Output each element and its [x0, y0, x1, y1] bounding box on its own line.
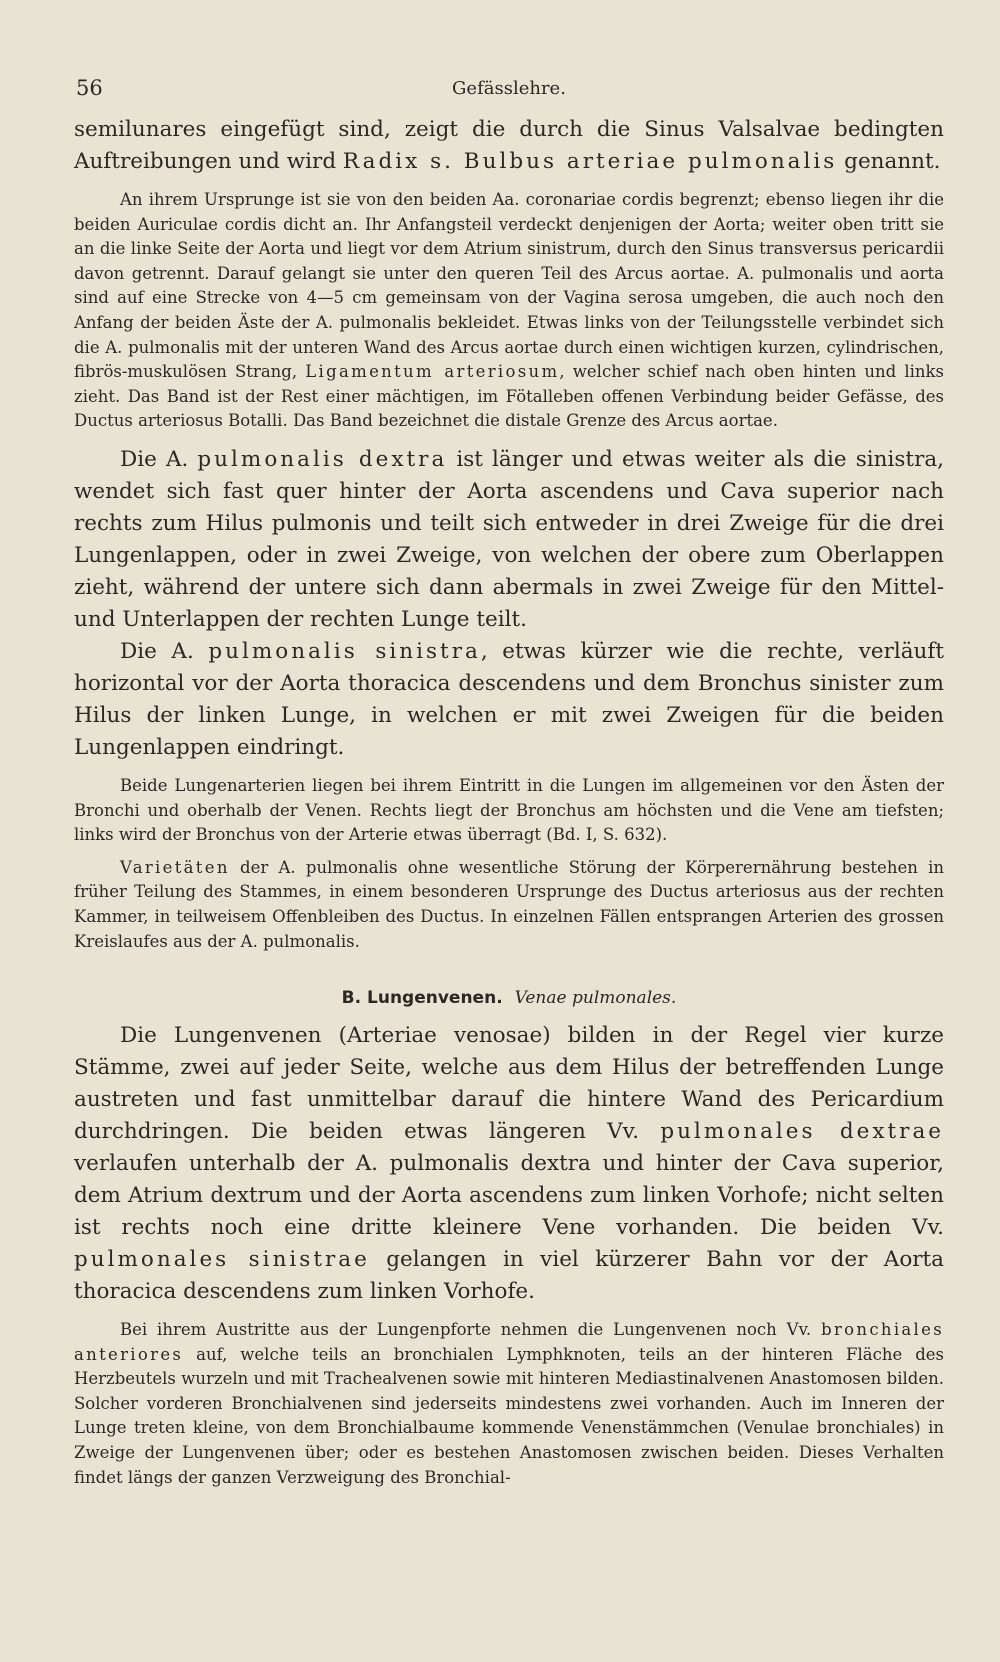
- text-run: , etwas kürzer wie die rechte, verläuft horizontal vor der Aorta thoracica descendens und dem Bronchus sinister zum Hilus der linken Lunge, in welchen er mit zwei Zweigen für die beiden Lungenlappen eindringt.: [74, 638, 944, 760]
- spaced-term: pulmonales sinistrae: [74, 1247, 370, 1273]
- text-run: Bei ihrem Austritte aus der Lungenpforte nehmen die Lungenvenen noch Vv.: [120, 1320, 822, 1340]
- paragraph-lungenvenen: [74, 1020, 944, 1308]
- paragraph-lungenarterien: Beide Lungenarterien liegen bei ihrem Eintritt in die Lungen im allgemeinen vor den Ästen der Bronchi und oberhalb der Venen. Rechts liegt der Bronchus am höchsten und die Vene am tiefsten; links wird der Bronchus von der Arterie etwas überragt (Bd. I, S. 632).: [74, 775, 944, 845]
- paragraph-pulmonalis-dextra: [74, 444, 944, 636]
- spaced-term: Ligamentum arteriosum: [305, 362, 560, 382]
- page-header: [74, 70, 944, 110]
- page-number: 56: [76, 76, 103, 100]
- spaced-term: Varietäten: [120, 857, 230, 877]
- section-heading-latin: Venae pulmonales.: [514, 988, 677, 1009]
- text-run: , welcher schief nach oben hinten und links zieht. Das Band ist der Rest einer mächtigen, im Fötalleben offenen Verbindung beider Gefässe, des Ductus arteriosus Botalli. Das Band bezeichnet die distale Grenze des Arcus aortae.: [74, 362, 944, 431]
- running-title: Gefässlehre.: [452, 78, 566, 99]
- paragraph-varietaeten: [74, 856, 944, 954]
- text-run: Die A.: [120, 638, 209, 664]
- text-run: verlaufen unterhalb der A. pulmonalis dextra und hinter der Cava superior, dem Atrium dextrum und der Aorta ascendens zum linken Vorhofe; nicht selten ist rechts noch eine dritte kleinere Vene vorhanden. Die beiden Vv.: [74, 1151, 944, 1241]
- text-run: auf, welche teils an bronchialen Lymphknoten, teils an der hinteren Fläche des Herzbeutels wurzeln und mit Trachealvenen sowie mit hinteren Mediastinalvenen Anastomosen bilden. Solcher vorderen Bronchialvenen sind jederseits mindestens zwei vorhanden. Auch im Inneren der Lunge treten kleine, von dem Bronchialbaume kommende Venenstämmchen (Venulae bronchiales) in Zweige der Lungenvenen über; oder es bestehen Anastomosen zwischen beiden. Dieses Verhalten findet längs der ganzen Verzweigung des Bronchial-: [74, 1344, 944, 1487]
- spaced-term: Radix s. Bulbus arteriae pulmonalis: [342, 149, 838, 174]
- spaced-term: pulmonalis dextra: [197, 446, 448, 472]
- spaced-term: bronchiales anteriores: [74, 1320, 944, 1364]
- spaced-term: pulmonalis sinistra: [208, 638, 481, 664]
- text-run: Die A.: [120, 446, 198, 472]
- text-run: gelangen in viel kürzerer Bahn vor der Aorta thoracica descendens zum linken Vorhofe.: [74, 1247, 944, 1305]
- paragraph-pulmonalis-sinistra: [74, 636, 944, 764]
- section-heading-label: B. Lungenvenen.: [341, 988, 503, 1009]
- spaced-term: pulmonales dextrae: [660, 1119, 945, 1145]
- text-run: der A. pulmonalis ohne wesentliche Störung der Körperernährung bestehen in früher Teilung des Stammes, in einem besonderen Ursprunge des Ductus arteriosus aus der rechten Kammer, in teilweisem Offenbleiben des Ductus. In einzelnen Fällen entsprangen Arterien des grossen Kreislaufes aus der A. pulmonalis.: [74, 857, 944, 951]
- section-heading: [74, 988, 944, 1008]
- text-run: An ihrem Ursprunge ist sie von den beiden Aa. coronariae cordis begrenzt; ebenso liegen ihr die beiden Auriculae cordis dicht an. Ihr Anfangsteil verdeckt denjenigen der Aorta; weiter oben tritt sie an die linke Seite der Aorta und liegt vor dem Atrium sinistrum, durch den Sinus transversus pericardii davon getrennt. Darauf gelangt sie unter den queren Teil des Arcus aortae. A. pulmonalis und aorta sind auf eine Strecke von 4—5 cm gemeinsam von der Vagina serosa umgeben, die auch noch den Anfang der beiden Äste der A. pulmonalis bekleidet. Etwas links von der Teilungsstelle verbindet sich die A. pulmonalis mit der unteren Wand des Arcus aortae durch einen wichtigen kurzen, cylindrischen, fibrös-muskulösen Strang,: [74, 190, 944, 382]
- text-run: ist länger und etwas weiter als die sinistra, wendet sich fast quer hinter der Aorta ascendens und Cava superior nach rechts zum Hilus pulmonis und teilt sich entweder in drei Zweige für die drei Lungenlappen, oder in zwei Zweige, von welchen der obere zum Oberlappen zieht, während der untere sich dann abermals in zwei Zweige für den Mittel- und Unterlappen der rechten Lunge teilt.: [74, 446, 944, 632]
- text-run: semilunares eingefügt sind, zeigt die durch die Sinus Valsalvae bedingten Auftreibungen und wird: [74, 117, 944, 174]
- paragraph-ursprung: [74, 188, 944, 434]
- paragraph-bulbus: [74, 114, 944, 178]
- text-run: genannt.: [837, 149, 941, 174]
- text-run: Die Lungenvenen (Arteriae venosae) bilden in der Regel vier kurze Stämme, zwei auf jeder Seite, welche aus dem Hilus der betreffenden Lunge austreten und fast unmittelbar darauf die hintere Wand des Pericardium durchdringen. Die beiden etwas längeren Vv.: [74, 1023, 944, 1145]
- paragraph-bronchialvenen: [74, 1318, 944, 1490]
